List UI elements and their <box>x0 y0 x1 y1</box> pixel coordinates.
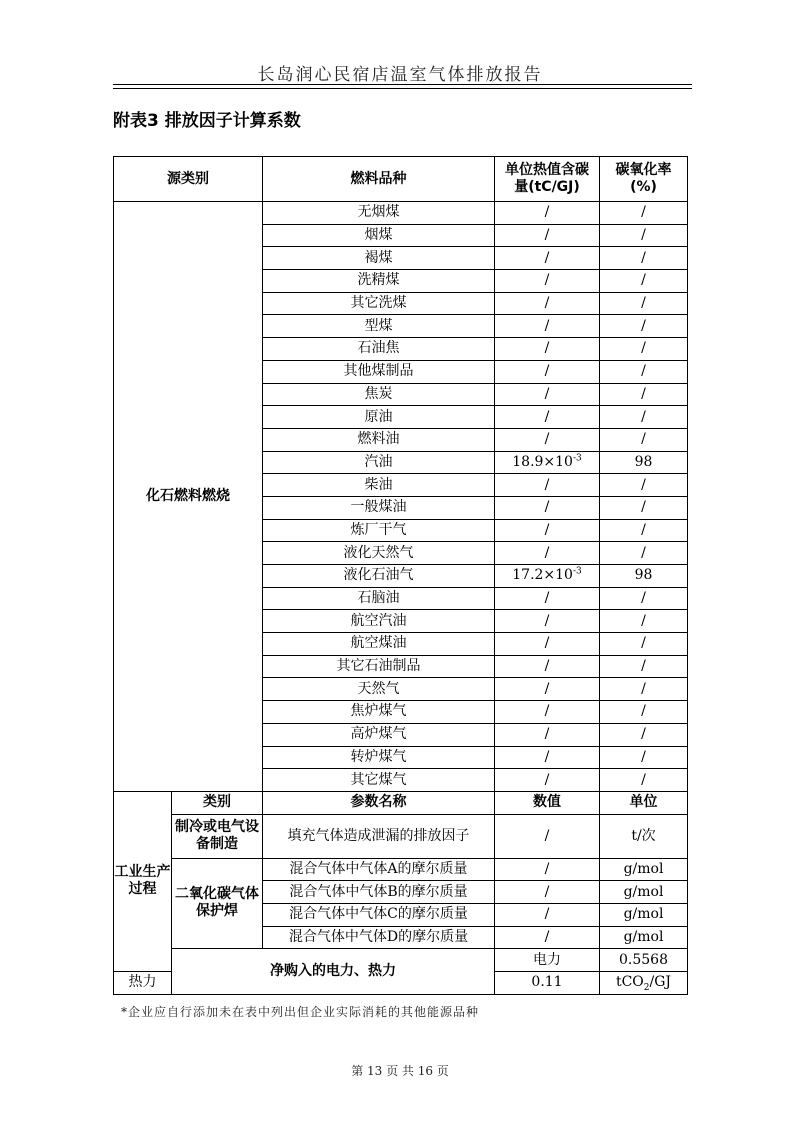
carbon-exponent: -3 <box>572 566 582 577</box>
emission-factor-table <box>113 156 688 995</box>
fuel-oxidation-rate: / <box>600 428 688 451</box>
purchased-electricity-row <box>114 949 688 972</box>
fuel-oxidation-rate: / <box>600 292 688 315</box>
fuel-oxidation-rate: / <box>600 633 688 656</box>
carbon-value: / <box>544 476 550 493</box>
header-carbon-content <box>495 157 600 202</box>
carbon-value: / <box>544 499 550 516</box>
carbon-value: / <box>544 521 550 538</box>
industrial-col-unit: 单位 <box>600 791 688 814</box>
header-oxidation-line1: 碳氧化率 <box>615 162 672 178</box>
carbon-value: / <box>544 612 550 629</box>
section-title: 附表3 排放因子计算系数 <box>113 111 301 131</box>
fuel-name: 原油 <box>263 406 495 429</box>
fuel-oxidation-rate: / <box>600 406 688 429</box>
welding-param: 混合气体中气体C的摩尔质量 <box>263 903 495 926</box>
fuel-carbon-content <box>495 270 600 293</box>
fuel-name: 一般煤油 <box>263 496 495 519</box>
fuel-oxidation-rate: / <box>600 519 688 542</box>
fuel-name: 烟煤 <box>263 224 495 247</box>
fuel-oxidation-rate: / <box>600 655 688 678</box>
welding-value: / <box>495 926 600 949</box>
welding-unit: g/mol <box>600 926 688 949</box>
fuel-name: 其它煤气 <box>263 769 495 792</box>
carbon-value: / <box>544 658 550 675</box>
fuel-oxidation-rate: / <box>600 769 688 792</box>
carbon-value: / <box>544 748 550 765</box>
fuel-name: 高炉煤气 <box>263 723 495 746</box>
fuel-name: 液化天然气 <box>263 542 495 565</box>
fuel-name: 石脑油 <box>263 587 495 610</box>
fuel-name: 其他煤制品 <box>263 360 495 383</box>
header-oxidation-line2: (%) <box>630 179 657 195</box>
industrial-header-row <box>114 791 688 814</box>
fuel-name: 焦炭 <box>263 383 495 406</box>
unit-prefix: tCO <box>615 974 644 991</box>
unit-subscript: 2 <box>643 983 650 994</box>
fuel-carbon-content <box>495 701 600 724</box>
carbon-value: 18.9×10 <box>512 453 573 470</box>
fuel-name: 燃料油 <box>263 428 495 451</box>
purchased-energy-label: 净购入的电力、热力 <box>172 949 495 994</box>
carbon-value: / <box>544 227 550 244</box>
fuel-name: 其它洗煤 <box>263 292 495 315</box>
fuel-oxidation-rate: / <box>600 746 688 769</box>
welding-unit: g/mol <box>600 881 688 904</box>
carbon-value: / <box>544 771 550 788</box>
refrigeration-category: 制冷或电气设备制造 <box>172 814 263 858</box>
fuel-name: 天然气 <box>263 678 495 701</box>
industrial-col-category: 类别 <box>172 791 263 814</box>
carbon-value: / <box>544 680 550 697</box>
welding-unit: g/mol <box>600 858 688 881</box>
header-rule-thin <box>113 88 692 89</box>
welding-value: / <box>495 881 600 904</box>
fuel-carbon-content <box>495 247 600 270</box>
fuel-carbon-content <box>495 315 600 338</box>
fuel-name: 褐煤 <box>263 247 495 270</box>
carbon-value: / <box>544 590 550 607</box>
fuel-oxidation-rate: / <box>600 270 688 293</box>
welding-unit: g/mol <box>600 903 688 926</box>
carbon-value: / <box>544 726 550 743</box>
welding-row <box>114 858 688 881</box>
fuel-name: 型煤 <box>263 315 495 338</box>
carbon-value: / <box>544 249 550 266</box>
carbon-value: / <box>544 703 550 720</box>
fuel-oxidation-rate: / <box>600 224 688 247</box>
carbon-value: / <box>544 363 550 380</box>
header-source-category: 源类别 <box>114 157 263 202</box>
fuel-carbon-content <box>495 746 600 769</box>
purchased-heat-unit <box>600 972 688 995</box>
fuel-oxidation-rate: / <box>600 315 688 338</box>
fuel-carbon-content <box>495 633 600 656</box>
fuel-carbon-content <box>495 406 600 429</box>
fuel-carbon-content <box>495 610 600 633</box>
fuel-oxidation-rate: 98 <box>600 565 688 588</box>
fuel-oxidation-rate: / <box>600 678 688 701</box>
fuel-name: 炼厂干气 <box>263 519 495 542</box>
fuel-oxidation-rate: / <box>600 360 688 383</box>
welding-value: / <box>495 903 600 926</box>
fuel-name: 柴油 <box>263 474 495 497</box>
carbon-value: / <box>544 431 550 448</box>
report-header-title: 长岛润心民宿店温室气体排放报告 <box>257 65 543 85</box>
purchased-heat-label: 热力 <box>114 972 172 995</box>
industrial-col-value: 数值 <box>495 791 600 814</box>
fuel-carbon-content <box>495 678 600 701</box>
refrigeration-row <box>114 814 688 858</box>
carbon-value: / <box>544 408 550 425</box>
fuel-name: 汽油 <box>263 451 495 474</box>
fossil-fuel-combustion-label: 化石燃料燃烧 <box>114 202 263 792</box>
fuel-carbon-content <box>495 769 600 792</box>
welding-category: 二氧化碳气体保护焊 <box>172 858 263 949</box>
fuel-oxidation-rate: / <box>600 338 688 361</box>
fuel-carbon-content <box>495 496 600 519</box>
fuel-carbon-content <box>495 542 600 565</box>
welding-param: 混合气体中气体D的摩尔质量 <box>263 926 495 949</box>
fuel-carbon-content <box>495 474 600 497</box>
unit-suffix: /GJ <box>649 974 672 991</box>
fuel-oxidation-rate: 98 <box>600 451 688 474</box>
industrial-process-label: 工业生产过程 <box>114 791 172 971</box>
fuel-carbon-content <box>495 451 600 474</box>
carbon-value: / <box>544 295 550 312</box>
industrial-col-param: 参数名称 <box>263 791 495 814</box>
table-header-row <box>114 157 688 202</box>
fuel-oxidation-rate: / <box>600 542 688 565</box>
header-rule-thick <box>113 84 692 85</box>
fuel-carbon-content <box>495 360 600 383</box>
fuel-carbon-content <box>495 338 600 361</box>
fuel-oxidation-rate: / <box>600 701 688 724</box>
purchased-heat-value: 0.11 <box>495 972 600 995</box>
refrigeration-param: 填充气体造成泄漏的排放因子 <box>263 814 495 858</box>
fuel-row <box>114 202 688 225</box>
fuel-oxidation-rate: / <box>600 496 688 519</box>
fuel-carbon-content <box>495 202 600 225</box>
carbon-value: / <box>544 272 550 289</box>
carbon-exponent: -3 <box>572 453 582 464</box>
carbon-value: / <box>544 204 550 221</box>
fuel-carbon-content <box>495 428 600 451</box>
fuel-carbon-content <box>495 565 600 588</box>
fuel-name: 其它石油制品 <box>263 655 495 678</box>
carbon-value: / <box>544 544 550 561</box>
purchased-electricity-value: 0.5568 <box>600 949 688 972</box>
header-fuel-type: 燃料品种 <box>263 157 495 202</box>
fuel-carbon-content <box>495 587 600 610</box>
fuel-name: 转炉煤气 <box>263 746 495 769</box>
fuel-name: 洗精煤 <box>263 270 495 293</box>
footnote: *企业应自行添加未在表中列出但企业实际消耗的其他能源品种 <box>121 1005 480 1019</box>
carbon-value: 17.2×10 <box>512 567 573 584</box>
fuel-carbon-content <box>495 519 600 542</box>
fuel-name: 航空汽油 <box>263 610 495 633</box>
fuel-oxidation-rate: / <box>600 202 688 225</box>
fuel-carbon-content <box>495 292 600 315</box>
header-oxidation-rate <box>600 157 688 202</box>
welding-param: 混合气体中气体A的摩尔质量 <box>263 858 495 881</box>
fuel-name: 液化石油气 <box>263 565 495 588</box>
page-footer: 第 13 页 共 16 页 <box>351 1064 449 1078</box>
fuel-name: 航空煤油 <box>263 633 495 656</box>
fuel-carbon-content <box>495 383 600 406</box>
fuel-carbon-content <box>495 655 600 678</box>
fuel-carbon-content <box>495 723 600 746</box>
purchased-electricity-label: 电力 <box>495 949 600 972</box>
carbon-value: / <box>544 635 550 652</box>
fuel-oxidation-rate: / <box>600 247 688 270</box>
refrigeration-unit: t/次 <box>600 814 688 858</box>
fuel-name: 石油焦 <box>263 338 495 361</box>
fuel-oxidation-rate: / <box>600 587 688 610</box>
fuel-oxidation-rate: / <box>600 723 688 746</box>
carbon-value: / <box>544 385 550 402</box>
refrigeration-value: / <box>495 814 600 858</box>
fuel-name: 焦炉煤气 <box>263 701 495 724</box>
fuel-oxidation-rate: / <box>600 383 688 406</box>
header-carbon-line2: 量(tC/GJ) <box>514 179 580 195</box>
fuel-oxidation-rate: / <box>600 474 688 497</box>
welding-value: / <box>495 858 600 881</box>
header-carbon-line1: 单位热值含碳 <box>505 162 589 178</box>
fuel-oxidation-rate: / <box>600 610 688 633</box>
carbon-value: / <box>544 317 550 334</box>
fuel-name: 无烟煤 <box>263 202 495 225</box>
carbon-value: / <box>544 340 550 357</box>
fuel-carbon-content <box>495 224 600 247</box>
welding-param: 混合气体中气体B的摩尔质量 <box>263 881 495 904</box>
